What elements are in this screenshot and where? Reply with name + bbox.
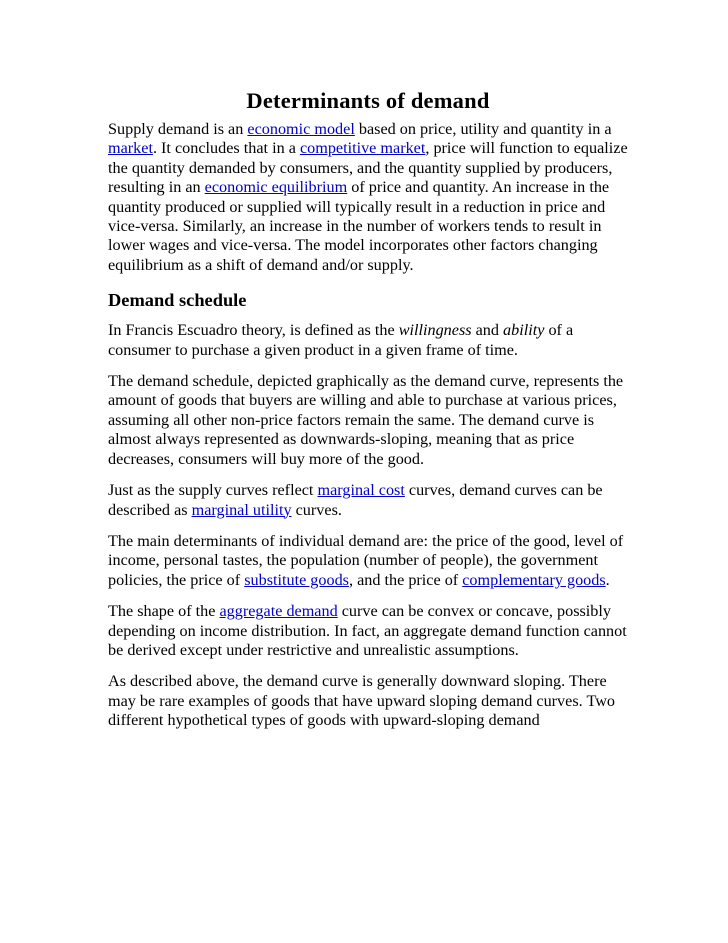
text-run: curve can be convex or concave, possibly depending on income distribution. In fact, an aggregate demand function cannot be derived except under restrictive and unrealistic assumptions. (108, 602, 627, 659)
emphasis-ability: ability (503, 321, 545, 340)
intro-paragraph (108, 120, 628, 275)
demand-schedule-paragraph: The demand schedule, depicted graphically as the demand curve, represents the amount of goods that buyers are willing and able to purchase at various prices, assuming all other non-price factors remain the same. The demand curve is almost always represented as downwards-sloping, meaning that as price decreases, consumers will buy more of the good. (108, 372, 624, 468)
text-run: curves. (291, 500, 342, 519)
text-run: , and the price of (348, 570, 463, 589)
text-run: , price will function to equalize the quantity demanded by consumers, and the quantity supplied by producers, resulting in an (108, 139, 628, 197)
section-heading: Demand schedule (108, 290, 247, 311)
link-market[interactable]: market (108, 139, 153, 158)
definition-paragraph (108, 321, 628, 360)
link-economic-model[interactable]: economic model (247, 120, 355, 138)
link-economic-equilibrium[interactable]: economic equilibrium (204, 178, 348, 197)
link-aggregate-demand[interactable]: aggregate demand (219, 602, 338, 621)
marginal-paragraph (108, 481, 628, 520)
text-run: Supply demand is an (108, 120, 248, 138)
link-marginal-utility[interactable]: marginal utility (191, 500, 292, 519)
link-competitive-market[interactable]: competitive market (299, 139, 426, 158)
link-marginal-cost[interactable]: marginal cost (317, 481, 405, 500)
text-run: In Francis Escuadro theory, is defined as the (108, 321, 399, 340)
text-run: . (605, 570, 610, 589)
text-run: curves, demand curves can be described as (108, 481, 603, 519)
text-run: based on price, utility and quantity in a (354, 120, 612, 138)
text-run: of a consumer to purchase a given product in a given frame of time. (108, 321, 574, 359)
text-run: Just as the supply curves reflect (108, 481, 318, 500)
document-page (108, 0, 628, 731)
aggregate-paragraph (108, 602, 628, 660)
slope-paragraph: As described above, the demand curve is generally downward sloping. There may be rare examples of goods that have upward sloping demand curves. Two different hypothetical types of goods with upward-sloping demand (108, 672, 615, 730)
text-run: The main determinants of individual demand are: the price of the good, level of income, personal tastes, the population (number of people), the government policies, the price of (108, 531, 624, 589)
link-complementary-goods[interactable]: complementary goods (462, 570, 606, 589)
determinants-paragraph (108, 532, 628, 590)
link-substitute-goods[interactable]: substitute goods (244, 570, 349, 589)
emphasis-willingness: willingness (398, 321, 472, 340)
page-title: Determinants of demand (246, 88, 490, 113)
text-run: of price and quantity. An increase in the quantity produced or supplied will typically result in a reduction in price and vice-versa. Similarly, an increase in the number of workers tends to result in lower wages and vice-versa. The model incorporates other factors changing equilibrium as a shift of demand and/or supply. (108, 178, 610, 274)
text-run: . It concludes that in a (152, 139, 300, 158)
text-run: and (471, 321, 504, 340)
text-run: The shape of the (108, 602, 220, 621)
